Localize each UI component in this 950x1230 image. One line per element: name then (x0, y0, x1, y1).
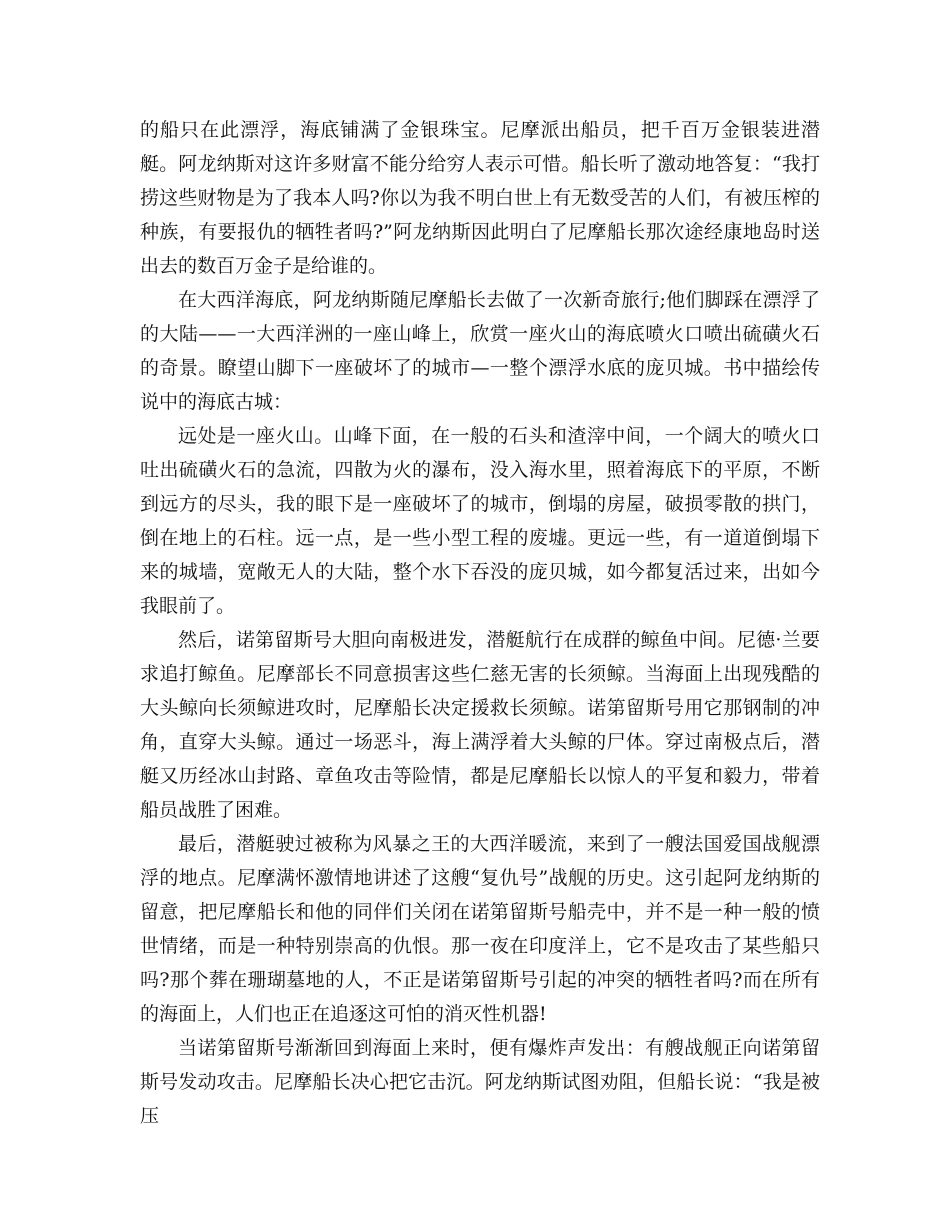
paragraph-6: 当诺第留斯号渐渐回到海面上来时，便有爆炸声发出：有艘战舰正向诺第留斯号发动攻击。尼摩船长决心把它击沉。阿龙纳斯试图劝阻，但船长说：“我是被压 (140, 1037, 820, 1127)
paragraph-4: 然后，诺第留斯号大胆向南极进发，潜艇航行在成群的鲸鱼中间。尼德·兰要求追打鲸鱼。尼摩部长不同意损害这些仁慈无害的长须鲸。当海面上出现残酷的大头鲸向长须鲸进攻时，尼摩船长决定援救长须鲸。诺第留斯号用它那钢制的冲角，直穿大头鲸。通过一场恶斗，海上满浮着大头鲸的尸体。穿过南极点后，潜艇又历经冰山封路、章鱼攻击等险情，都是尼摩船长以惊人的平复和毅力，带着船员战胜了困难。 (140, 629, 820, 821)
paragraph-5: 最后，潜艇驶过被称为风暴之王的大西洋暖流，来到了一艘法国爱国战舰漂浮的地点。尼摩满怀激情地讲述了这艘“复仇号”战舰的历史。这引起阿龙纳斯的留意，把尼摩船长和他的同伴们关闭在诺第留斯号船壳中，并不是一种一般的愤世情绪，而是一种特别崇高的仇恨。那一夜在印度洋上，它不是攻击了某些船只吗?那个葬在珊瑚墓地的人，不正是诺第留斯号引起的冲突的牺牲者吗?而在所有的海面上，人们也正在追逐这可怕的消灭性机器! (140, 833, 820, 1025)
paragraph-1: 的船只在此漂浮，海底铺满了金银珠宝。尼摩派出船员，把千百万金银装进潜艇。阿龙纳斯对这许多财富不能分给穷人表示可惜。船长听了激动地答复：“我打捞这些财物是为了我本人吗?你以为我不明白世上有无数受苦的人们，有被压榨的种族，有要报仇的牺牲者吗?”阿龙纳斯因此明白了尼摩船长那次途经康地岛时送出去的数百万金子是给谁的。 (140, 119, 820, 277)
document-body (140, 113, 820, 1133)
paragraph-2: 在大西洋海底，阿龙纳斯随尼摩船长去做了一次新奇旅行;他们脚踩在漂浮了的大陆——一大西洋洲的一座山峰上，欣赏一座火山的海底喷火口喷出硫磺火石的奇景。瞭望山脚下一座破坏了的城市—一整个漂浮水底的庞贝城。书中描绘传说中的海底古城： (140, 289, 820, 413)
paragraph-3: 远处是一座火山。山峰下面，在一般的石头和渣滓中间，一个阔大的喷火口吐出硫磺火石的急流，四散为火的瀑布，没入海水里，照着海底下的平原，不断到远方的尽头，我的眼下是一座破坏了的城市，倒塌的房屋，破损零散的拱门，倒在地上的石柱。远一点，是一些小型工程的废墟。更远一些，有一道道倒塌下来的城墙，宽敞无人的大陆，整个水下吞没的庞贝城，如今都复活过来，出如今我眼前了。 (140, 425, 820, 617)
